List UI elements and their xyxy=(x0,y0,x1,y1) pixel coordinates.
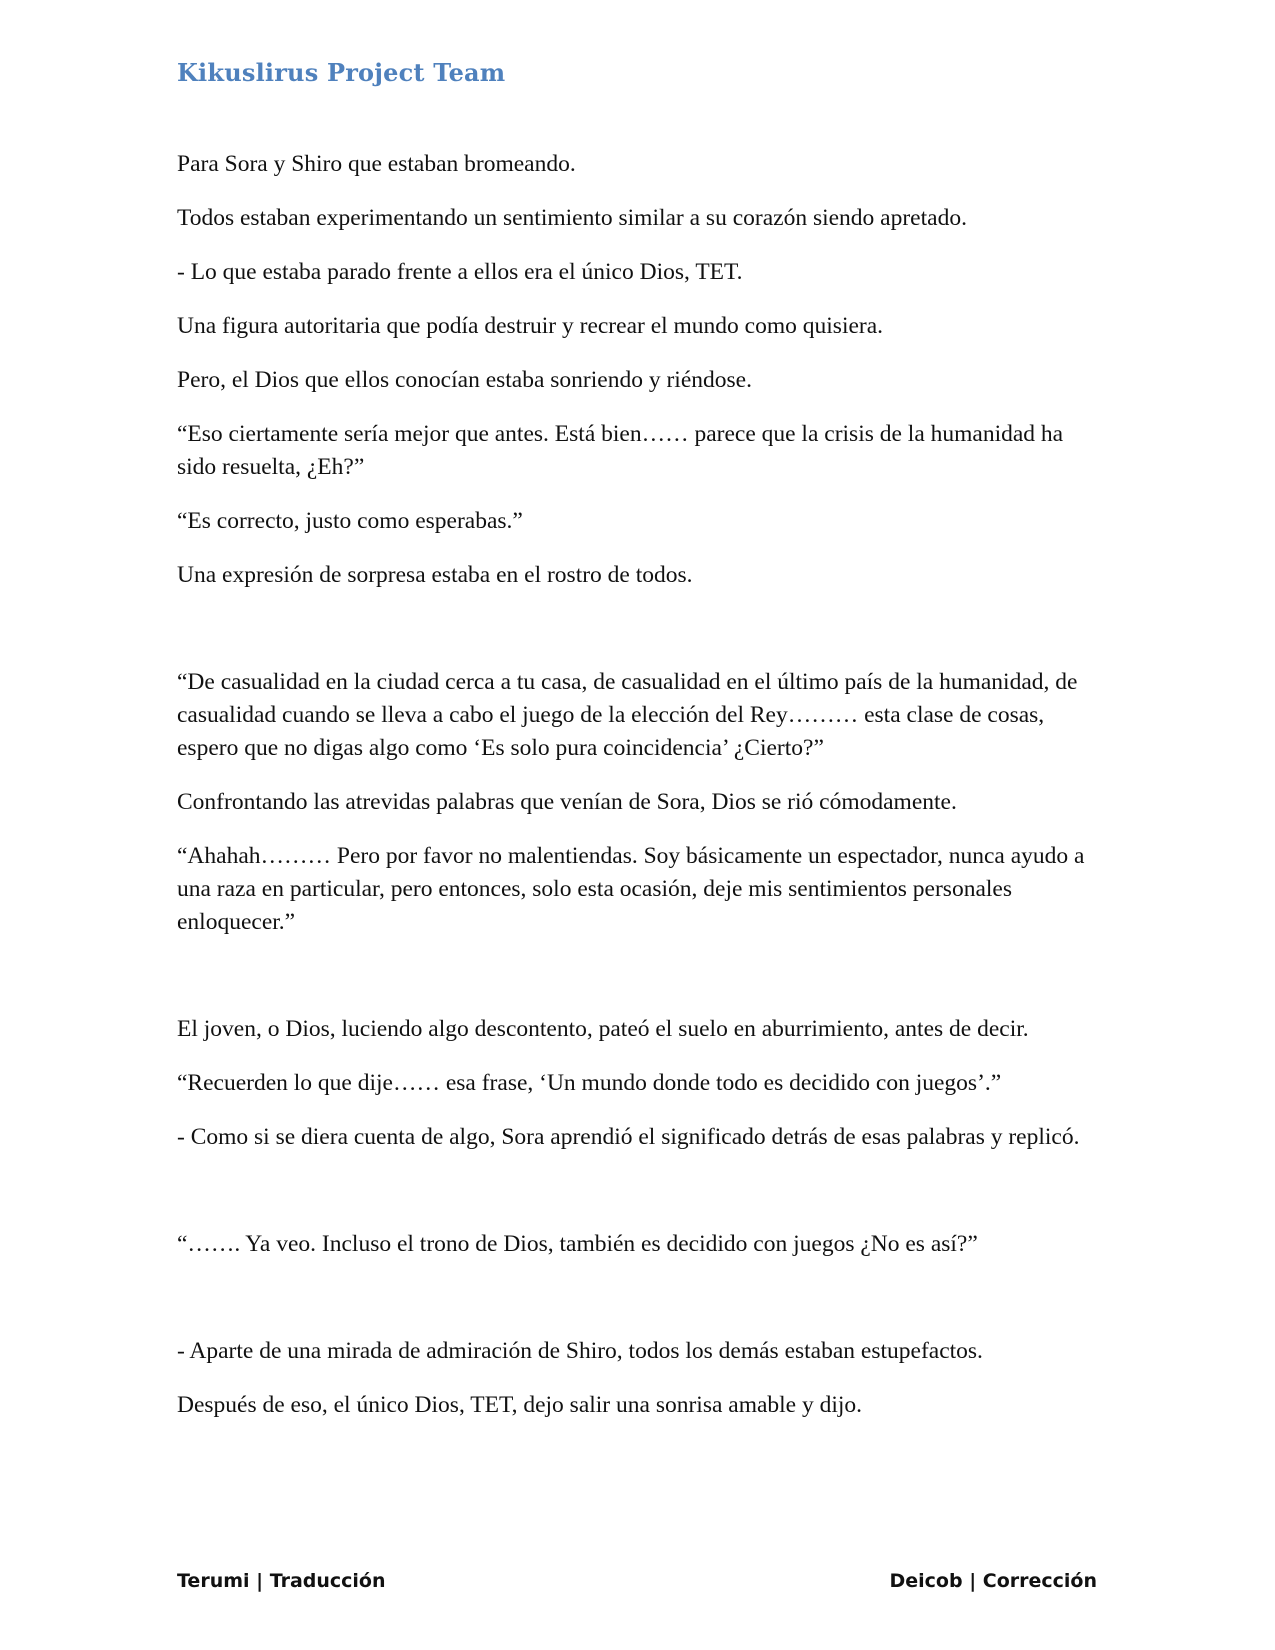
footer-translator-credit: Terumi | Traducción xyxy=(177,1570,386,1592)
paragraph: Todos estaban experimentando un sentimiento similar a su corazón siendo apretado. xyxy=(177,205,967,231)
page-header-title: Kikuslirus Project Team xyxy=(177,58,506,87)
document-body xyxy=(177,148,1097,1443)
paragraph: “……. Ya veo. Incluso el trono de Dios, también es decidido con juegos ¿No es así?” xyxy=(177,1231,978,1257)
paragraph: Para Sora y Shiro que estaban bromeando. xyxy=(177,151,576,177)
paragraph: Una figura autoritaria que podía destruir y recrear el mundo como quisiera. xyxy=(177,313,884,339)
paragraph: - Como si se diera cuenta de algo, Sora aprendió el significado detrás de esas palabras y replicó. xyxy=(177,1124,1080,1150)
paragraph: “Recuerden lo que dije…… esa frase, ‘Un mundo donde todo es decidido con juegos’.” xyxy=(177,1070,1002,1096)
paragraph: - Lo que estaba parado frente a ellos era el único Dios, TET. xyxy=(177,259,743,285)
paragraph: El joven, o Dios, luciendo algo descontento, pateó el suelo en aburrimiento, antes de decir. xyxy=(177,1016,1029,1042)
footer-editor-credit: Deicob | Corrección xyxy=(889,1570,1097,1592)
paragraph: Una expresión de sorpresa estaba en el rostro de todos. xyxy=(177,562,693,588)
paragraph: Después de eso, el único Dios, TET, dejo salir una sonrisa amable y dijo. xyxy=(177,1392,863,1418)
paragraph: - Aparte de una mirada de admiración de Shiro, todos los demás estaban estupefactos. xyxy=(177,1338,983,1364)
paragraph: “Es correcto, justo como esperabas.” xyxy=(177,508,523,534)
paragraph: “Eso ciertamente sería mejor que antes. Está bien…… parece que la crisis de la humanidad ha sido resuelta, ¿Eh?” xyxy=(177,421,1064,480)
paragraph: Pero, el Dios que ellos conocían estaba sonriendo y riéndose. xyxy=(177,367,752,393)
paragraph: Confrontando las atrevidas palabras que venían de Sora, Dios se rió cómodamente. xyxy=(177,789,957,815)
paragraph: “De casualidad en la ciudad cerca a tu casa, de casualidad en el último país de la humanidad, de casualidad cuando se lleva a cabo el juego de la elección del Rey……… esta clase de cosas, espero que no digas algo como ‘Es solo pura coincidencia’ ¿Cierto?” xyxy=(177,669,1078,761)
paragraph: “Ahahah……… Pero por favor no malentiendas. Soy básicamente un espectador, nunca ayudo a una raza en particular, pero entonces, solo esta ocasión, deje mis sentimientos personales enloquecer.” xyxy=(177,843,1085,935)
